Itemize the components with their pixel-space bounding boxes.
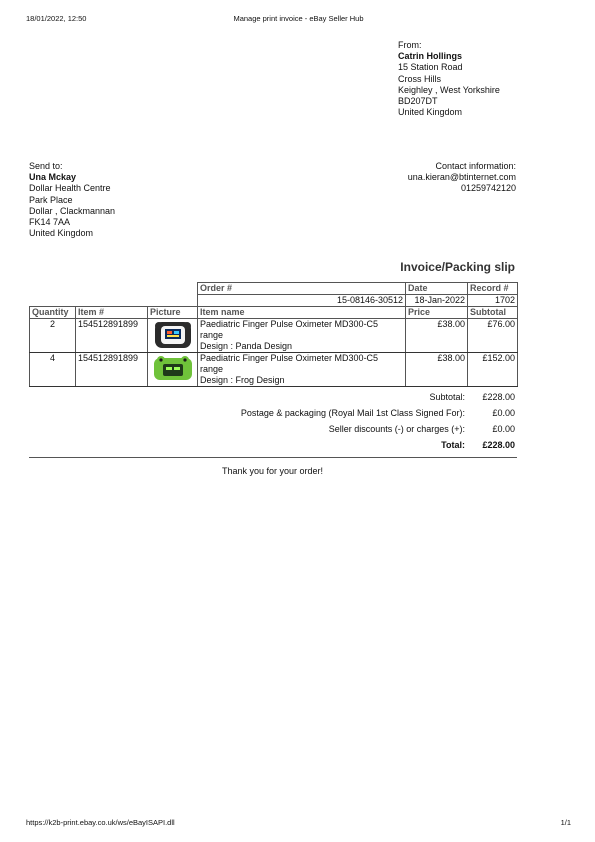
record-number: 1702 (468, 295, 518, 307)
invoice-title: Invoice/Packing slip (400, 260, 515, 274)
picture-header: Picture (148, 307, 198, 319)
print-datetime: 18/01/2022, 12:50 (26, 14, 87, 23)
item-name-header: Item name (198, 307, 406, 319)
item-picture (148, 353, 198, 387)
postage-value: £0.00 (492, 408, 515, 418)
subtotal-label: Subtotal: (429, 392, 465, 402)
send-to-line: United Kingdom (29, 228, 94, 239)
order-header-row (30, 283, 518, 295)
from-name: Catrin Hollings (398, 51, 463, 62)
send-to-label: Send to: (29, 161, 63, 171)
contact-label: Contact information: (435, 161, 516, 171)
record-header: Record # (468, 283, 518, 295)
order-values-row (30, 295, 518, 307)
order-number-header: Order # (198, 283, 406, 295)
totals-section (160, 392, 517, 456)
send-to-line: Dollar , Clackmannan (29, 205, 116, 216)
item-name: Paediatric Finger Pulse Oximeter MD300-C5 (200, 319, 379, 329)
contact-email: una.kieran@btinternet.com (407, 172, 516, 183)
invoice-table (29, 282, 518, 387)
item-design: Design : Frog Design (200, 375, 285, 385)
thank-you-message: Thank you for your order! (221, 466, 324, 476)
item-name-cell (198, 353, 406, 387)
contact-phone: 01259742120 (460, 183, 516, 194)
from-line: 15 Station Road (398, 62, 463, 73)
from-address (398, 40, 558, 118)
frog-oximeter-thumbnail (152, 354, 194, 384)
item-name-cell (198, 319, 406, 353)
order-date: 18-Jan-2022 (406, 295, 468, 307)
print-header (26, 14, 571, 26)
table-row (30, 353, 518, 387)
from-line: Keighley , West Yorkshire (398, 84, 500, 95)
item-subtotal: £152.00 (468, 353, 518, 387)
send-to-line: Dollar Health Centre (29, 183, 111, 194)
panda-oximeter-thumbnail (152, 320, 194, 350)
print-url: https://k2b-print.ebay.co.uk/ws/eBayISAPI.dll (26, 818, 175, 827)
item-subtotal: £76.00 (468, 319, 518, 353)
item-name-cont: range (200, 364, 224, 374)
item-number: 154512891899 (76, 319, 148, 353)
contact-information (340, 161, 516, 195)
discounts-value: £0.00 (492, 424, 515, 434)
total-row (160, 440, 517, 456)
page-count: 1/1 (560, 818, 571, 827)
item-number: 154512891899 (76, 353, 148, 387)
date-header: Date (406, 283, 468, 295)
subtotal-value: £228.00 (482, 392, 515, 402)
table-row (30, 319, 518, 353)
divider (29, 457, 517, 458)
item-quantity: 4 (30, 353, 76, 387)
quantity-header: Quantity (30, 307, 76, 319)
postage-row (160, 408, 517, 424)
subtotal-row (160, 392, 517, 408)
item-name: Paediatric Finger Pulse Oximeter MD300-C5 (200, 353, 379, 363)
discounts-row (160, 424, 517, 440)
from-line: Cross Hills (398, 73, 442, 84)
price-header: Price (406, 307, 468, 319)
column-header-row (30, 307, 518, 319)
total-value: £228.00 (482, 440, 515, 450)
print-footer (26, 818, 571, 830)
send-to-address (29, 161, 229, 239)
item-price: £38.00 (406, 353, 468, 387)
item-picture (148, 319, 198, 353)
item-name-cont: range (200, 330, 224, 340)
from-label: From: (398, 40, 422, 50)
order-number: 15-08146-30512 (198, 295, 406, 307)
from-line: BD207DT (398, 96, 438, 107)
item-design: Design : Panda Design (200, 341, 293, 351)
item-price: £38.00 (406, 319, 468, 353)
send-to-line: FK14 7AA (29, 217, 71, 228)
send-to-line: Park Place (29, 194, 73, 205)
send-to-name: Una Mckay (29, 172, 77, 183)
subtotal-header: Subtotal (468, 307, 518, 319)
item-quantity: 2 (30, 319, 76, 353)
discounts-label: Seller discounts (-) or charges (+): (328, 424, 465, 434)
print-page-title: Manage print invoice - eBay Seller Hub (233, 14, 364, 23)
from-line: United Kingdom (398, 107, 463, 118)
postage-label: Postage & packaging (Royal Mail 1st Class Signed For): (240, 408, 465, 418)
item-number-header: Item # (76, 307, 148, 319)
total-label: Total: (441, 440, 465, 450)
